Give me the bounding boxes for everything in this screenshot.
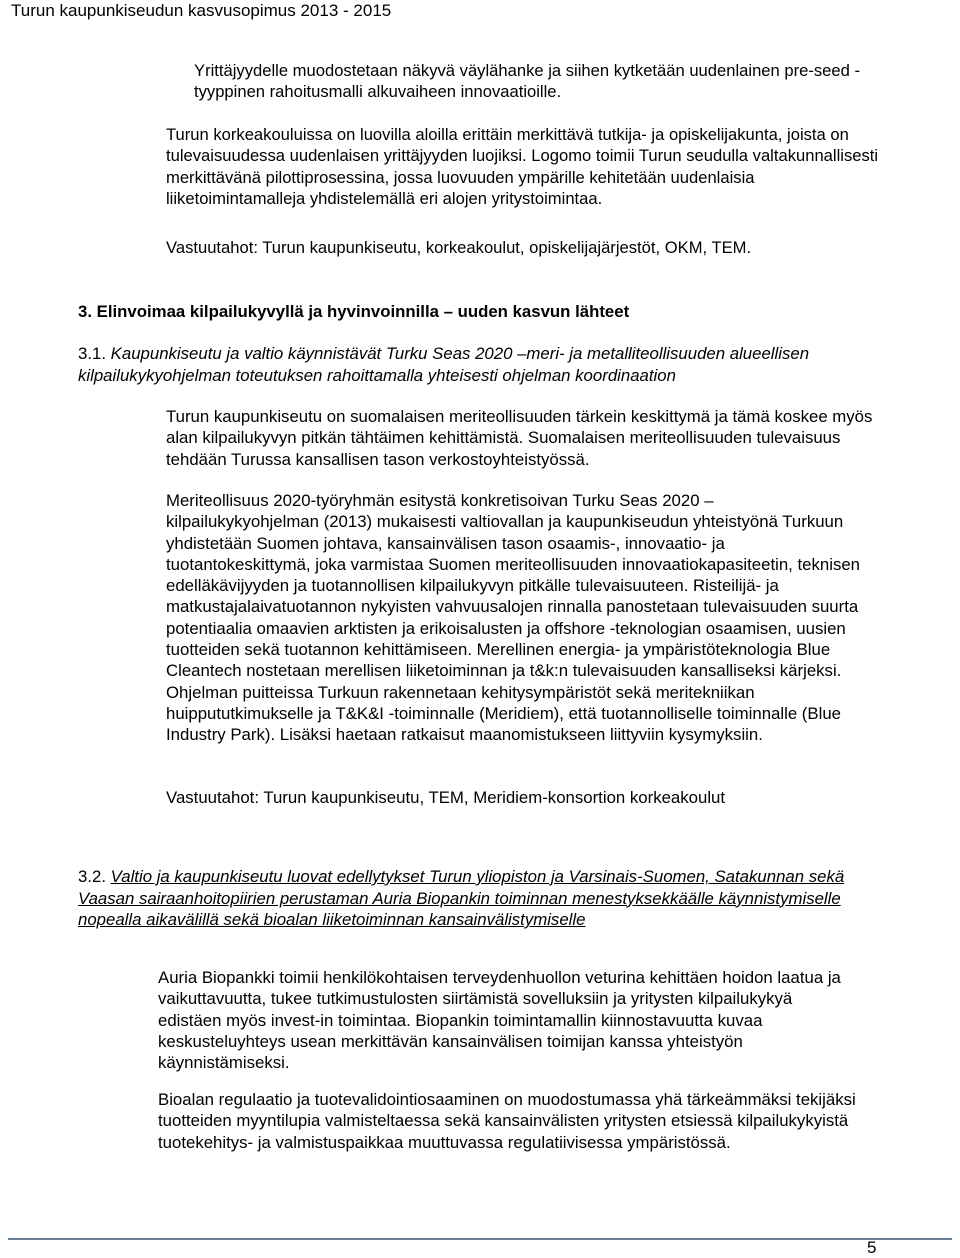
intro-paragraph-1: Yrittäjyydelle muodostetaan näkyvä väylähanke ja siihen kytketään uudenlainen pre-seed -tyyppinen rahoitusmalli alkuvaiheen innovaatioille. <box>194 61 861 102</box>
section-3-2-paragraph-1: Auria Biopankki toimii henkilökohtaisen terveydenhuollon veturina kehittäen hoidon laatua ja vaikuttavuutta, tukee tutkimustulosten siirtämistä sovelluksiin ja yritysten kilpailukykyä edistäen myös invest-in toimintaa. Biopankin toimintamallin kiinnostavuutta kuvaa keskusteluyhteys usean merkittävän kansainvälisen toimijan kanssa yhteistyön käynnistämiseksi. <box>158 968 841 1073</box>
page-number: 5 <box>867 1238 877 1257</box>
document-header: Turun kaupunkiseudun kasvusopimus 2013 - 2015 <box>11 1 392 20</box>
intro-paragraph-2: Turun korkeakouluissa on luovilla aloilla erittäin merkittävä tutkija- ja opiskelijakunta, joista on tulevaisuudessa uudenlaisen yrittäjyyden luojiksi. Logomo toimii Turun seudulla valtakunnallisesti merkittävänä pilottiprosessina, jossa luovuuden ympärille kehitetään uudenlaisia liiketoimintamalleja yhdistelemällä eri alojen yritystoimintaa. <box>166 125 879 208</box>
section-3-1-responsible-parties: Vastuutahot: Turun kaupunkiseutu, TEM, Meridiem-konsortion korkeakoulut <box>166 788 726 807</box>
section-3-1-paragraph-2: Meriteollisuus 2020-työryhmän esitystä konkretisoivan Turku Seas 2020 – kilpailukykyohjelman (2013) mukaisesti valtiovallan ja kaupunkiseudun yhteistyönä Turkuun yhdistetään Suomen johtava, kansainvälisen tason osaamis-, innovaatio- ja tuotantokeskittymä, joka varmistaa Suomen meriteollisuuden innovaatiokapasiteetin, teknisen edelläkävijyyden ja tuotannollisen kilpailukyvyn pitkälle tulevaisuuteen. Risteilijä- ja matkustajalaivatuotannon nykyisten vahvuusalojen rinnalla panostetaan tulevaisuuden suurta potentiaalia omaavien arktisten ja erikoisalusten ja offshore -teknologian osaamisen, uusien tuotteiden sekä tuotannon kehittämiseen. Merellinen energia- ja ympäristöteknologia Blue Cleantech nostetaan merellisen liiketoiminnan ja t&k:n tulevaisuuden kansalliseksi kärjeksi. Ohjelman puitteissa Turkuun rakennetaan kehitysympäristöt sekä meritekniikan huippututkimukselle ja T&K&I -toiminnalle (Meridiem), että tuotannolliselle toiminnalle (Blue Industry Park). Lisäksi haetaan ratkaisut maanomistukseen liittyviin kysymyksiin. <box>166 491 861 745</box>
footer-divider <box>8 1238 952 1240</box>
section-3-heading: 3. Elinvoimaa kilpailukyvyllä ja hyvinvoinnilla – uuden kasvun lähteet <box>78 302 630 321</box>
section-3-2-number: 3.2. <box>78 867 106 886</box>
section-3-2-title: Valtio ja kaupunkiseutu luovat edellytykset Turun yliopiston ja Varsinais-Suomen, Satakunnan sekä Vaasan sairaanhoitopiirien perustaman Auria Biopankin toiminnan menestyksekkäälle käynnistymiselle nopealla aikavälillä sekä bioalan liiketoiminnan kansainvälistymiselle <box>78 867 845 929</box>
section-3-1-heading <box>78 343 898 386</box>
section-3-1-paragraph-1: Turun kaupunkiseutu on suomalaisen meriteollisuuden tärkein keskittymä ja tämä koskee myös alan kilpailukyvyn pitkän tähtäimen kehittämistä. Suomalaisen meriteollisuuden tulevaisuus tehdään Turussa kansallisen tason verkostoyhteistyössä. <box>166 407 873 469</box>
section-3-2-heading <box>78 866 878 931</box>
section-3-1-title: Kaupunkiseutu ja valtio käynnistävät Turku Seas 2020 –meri- ja metalliteollisuuden alueellisen kilpailukykyohjelman toteutuksen rahoittamalla yhteisesti ohjelman koordinaation <box>78 344 810 385</box>
intro-responsible-parties: Vastuutahot: Turun kaupunkiseutu, korkeakoulut, opiskelijajärjestöt, OKM, TEM. <box>166 238 752 257</box>
section-3-1-number: 3.1. <box>78 344 106 363</box>
section-3-2-paragraph-2: Bioalan regulaatio ja tuotevalidointiosaaminen on muodostumassa yhä tärkeämmäksi tekijäksi tuotteiden myyntilupia valmisteltaessa sekä kansainvälisten yritysten etsiessä kilpailukykyistä tuotekehitys- ja valmistuspaikkaa muuttuvassa regulatiivisessa ympäristössä. <box>158 1090 856 1152</box>
